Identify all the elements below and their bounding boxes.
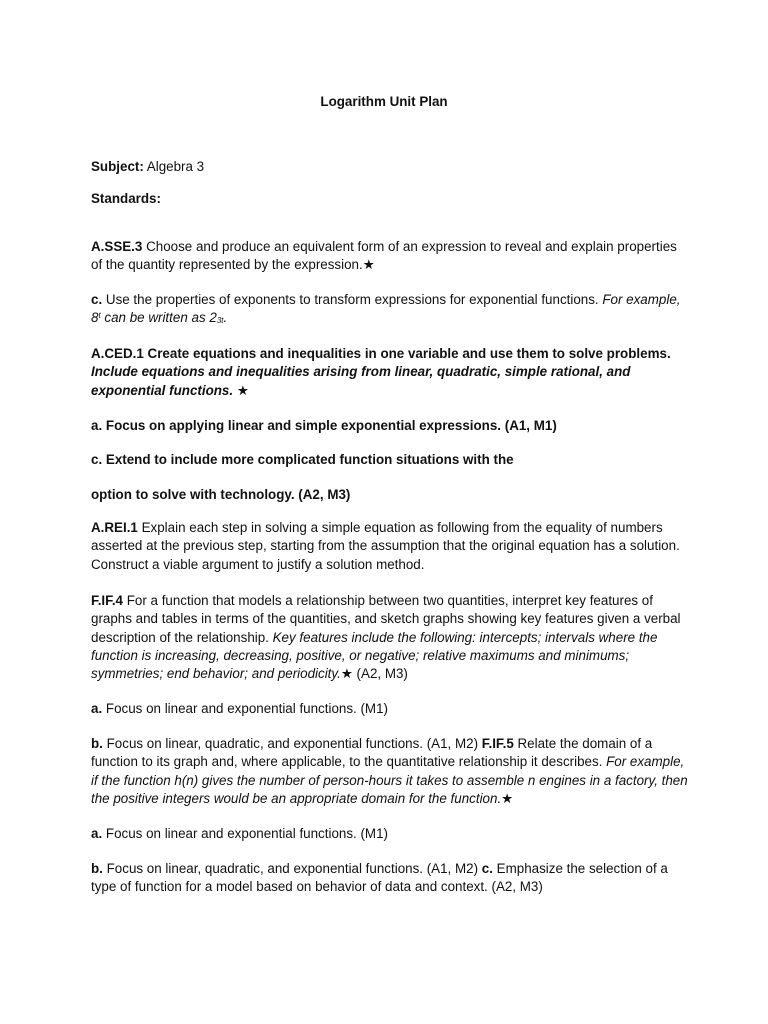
item-text: Focus on linear and exponential functions. (M1)	[102, 701, 388, 716]
item-label: b.	[91, 736, 103, 751]
page-title: Logarithm Unit Plan	[320, 94, 448, 109]
star-mark: ★	[501, 790, 514, 806]
standard-aced1	[91, 345, 691, 400]
item-example: For example, 8$^t$ can be written as $2_{3t}$.	[91, 292, 681, 326]
standard-fif4-a	[91, 700, 691, 718]
standard-text: For a function that models a relationship between two quantities, interpret key features of graphs and tables in terms of the quantities, and sketch graphs showing key features given a verbal description of the relationship.	[91, 593, 681, 645]
item-label: a.	[91, 826, 103, 841]
item-text: Emphasize the selection of a type of function for a model based on behavior of data and context. (A2, M3)	[91, 861, 668, 895]
star-mark: ★	[233, 382, 249, 398]
item-text: Focus on linear and exponential functions. (M1)	[102, 826, 388, 841]
standard-fif4	[91, 592, 691, 683]
item-text: Focus on linear, quadratic, and exponential functions. (A1, M2)	[102, 861, 482, 876]
standard-text-italic: For example, if the function h(n) gives the number of person-hours it takes to assemble n engines in a factory, then the positive integers would be an appropriate domain for the function.	[91, 754, 688, 806]
standards-heading: Standards:	[91, 191, 161, 206]
standard-fif5-a	[91, 825, 691, 843]
item-label: c.	[91, 292, 103, 307]
exponent: 3t	[216, 316, 224, 326]
standard-aced1-a: a. Focus on applying linear and simple exponential expressions. (A1, M1)	[91, 418, 557, 433]
subject-line	[91, 158, 691, 176]
standard-aced1-c-line1: c. Extend to include more complicated function situations with the	[91, 452, 514, 467]
item-label: c.	[481, 861, 493, 876]
standard-arei1	[91, 519, 691, 574]
subject-value: Algebra 3	[143, 159, 205, 174]
standard-tail: ★ (A2, M3)	[340, 666, 408, 682]
exponent: t	[98, 311, 101, 321]
standard-code: F.IF.4	[91, 593, 123, 608]
standard-fif4-b	[91, 735, 691, 808]
standard-code: A.REI.1	[91, 520, 138, 535]
item-label: b.	[91, 861, 103, 876]
subject-label: Subject:	[91, 159, 144, 174]
standard-text: Choose and produce an equivalent form of an expression to reveal and explain properties of the quantity represented by the expression.★	[91, 239, 677, 273]
standard-asse3-c	[91, 291, 691, 328]
standard-text: Relate the domain of a function to its graph and, where applicable, to the quantitative relationship it describes.	[91, 736, 653, 770]
standard-text-bold: A.CED.1 Create equations and inequalities in one variable and use them to solve problems.	[91, 346, 671, 361]
standard-text: Explain each step in solving a simple equation as following from the equality of numbers asserted at the previous step, starting from the assumption that the original equation has a solution. Construct a viable argument to justify a solution method.	[91, 520, 680, 572]
item-text: Use the properties of exponents to transform expressions for exponential functions.	[102, 292, 603, 307]
item-text: Focus on linear, quadratic, and exponential functions. (A1, M2)	[102, 736, 482, 751]
standard-text-bold-italic: Include equations and inequalities arising from linear, quadratic, simple rational, and exponential functions.	[91, 364, 631, 398]
standard-fif5-b	[91, 860, 691, 897]
standard-text-italic: Key features include the following: intercepts; intervals where the function is increasing, decreasing, positive, or negative; relative maximums and minimums; symmetries; end behavior; and periodicity.	[91, 629, 658, 682]
standard-code: A.SSE.3	[91, 239, 143, 254]
standard-code: F.IF.5	[481, 736, 514, 751]
standard-aced1-c-line2: option to solve with technology. (A2, M3)	[91, 487, 351, 502]
item-label: a.	[91, 701, 103, 716]
standard-asse3	[91, 238, 691, 275]
